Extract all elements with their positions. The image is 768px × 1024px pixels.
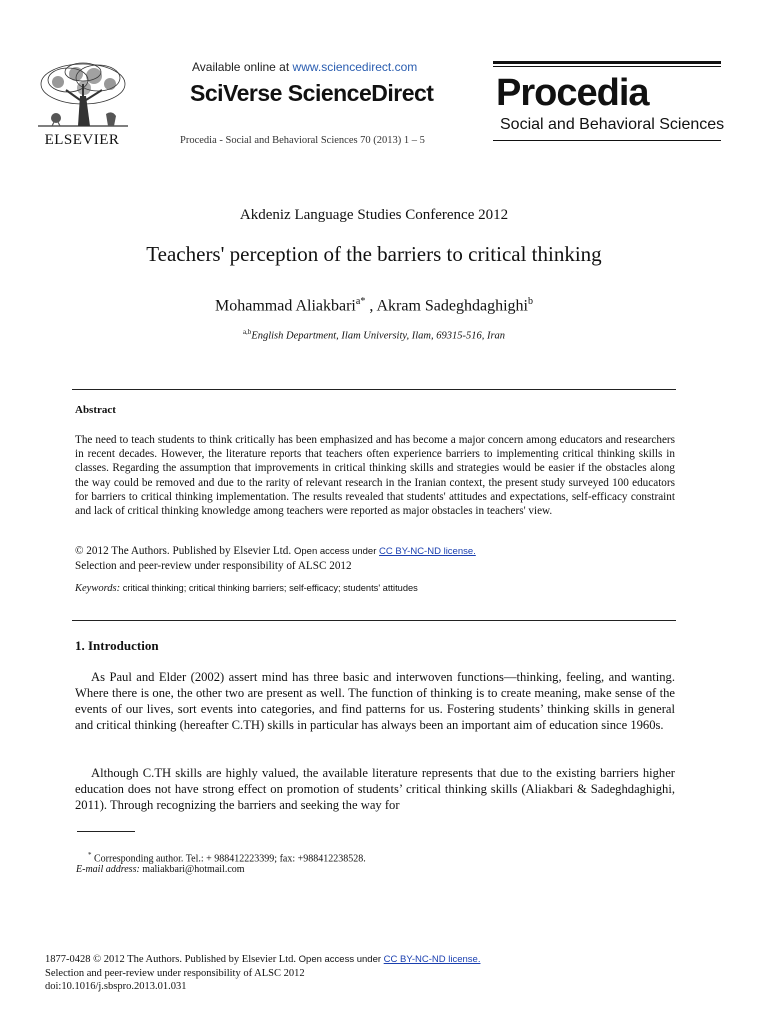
paragraph-text: Although C.TH skills are highly valued, the available literature represents that due to the existing barriers higher education does not have strong effect on promotion of students’ critical thinking skills (Aliakbari & Sadeghdaghighi, 2011). Through recognizing the barriers and seeking the way for bbox=[75, 766, 675, 812]
tree-icon bbox=[28, 60, 138, 132]
paragraph-text: As Paul and Elder (2002) assert mind has three basic and interwoven functions—thinking, feeling, and wanting. Where there is one, the other two are present as well. The function of thinking is to create meaning, make sense of the events of our lives, sort events into categories, and find patterns for us. Fostering students’ thinking skills in general and critical thinking (hereafter C.TH) skills in particular has always been an important aim of education since 1960s. bbox=[75, 670, 675, 732]
author-name: Akram Sadeghdaghighi bbox=[376, 297, 528, 315]
paper-title: Teachers' perception of the barriers to critical thinking bbox=[146, 242, 602, 266]
publisher-name: ELSEVIER bbox=[44, 132, 120, 148]
open-access-label: Open access under bbox=[293, 546, 380, 557]
corresponding-author-footnote bbox=[88, 851, 366, 864]
author-name: Mohammad Aliakbari bbox=[215, 297, 356, 315]
affiliation bbox=[0, 328, 748, 342]
brand-rule-top bbox=[493, 61, 721, 64]
open-access-label: Open access under bbox=[298, 954, 384, 965]
peer-review-text: Selection and peer-review under responsibility of ALSC 2012 bbox=[75, 560, 352, 572]
footnote-text: Corresponding author. Tel.: + 988412223399; fax: +988412238528. bbox=[91, 853, 366, 865]
author-affiliation-mark: b bbox=[527, 296, 533, 307]
available-prefix: Available online at bbox=[192, 60, 293, 74]
author-list: Mohammad Aliakbari$^{a*}$ , Akram Sadeghdaghighi$^b$ bbox=[215, 296, 533, 315]
keywords bbox=[75, 583, 675, 594]
license-link[interactable]: CC BY-NC-ND license. bbox=[379, 546, 476, 557]
footnote-rule bbox=[77, 831, 135, 832]
keywords-label: Keywords: bbox=[75, 583, 121, 594]
peer-review-text: Selection and peer-review under responsibility of ALSC 2012 bbox=[45, 967, 305, 979]
footnote-marker: * bbox=[88, 851, 92, 859]
copyright-notice bbox=[75, 544, 675, 573]
abstract-heading: Abstract bbox=[75, 404, 116, 416]
sciencedirect-url[interactable]: www.sciencedirect.com bbox=[292, 60, 418, 74]
brand-rule-top-thin bbox=[493, 66, 721, 67]
keywords-list: critical thinking; critical thinking barriers; self-efficacy; students' attitudes bbox=[122, 583, 418, 593]
issn-copyright: 1877-0428 © 2012 The Authors. Published by Elsevier Ltd. bbox=[45, 954, 297, 965]
journal-citation: Procedia - Social and Behavioral Sciences 70 (2013) 1 – 5 bbox=[180, 135, 425, 146]
body-paragraph bbox=[75, 669, 675, 733]
copyright-text: © 2012 The Authors. Published by Elsevier Ltd. bbox=[75, 545, 292, 557]
abstract-text: The need to teach students to think critically has been emphasized and has become a major concern among educators and researchers in recent decades. However, the literature reports that teachers often experience barriers to implementing critical thinking skills in classes. Regarding the assumption that improvements in critical thinking skills and strategies would be easier if the obstacles along the way could be removed and due to the rarity of relevant research in the Iranian context, the present study surveyed 100 educators for barriers to critical thinking implementation. The results revealed that students' attitudes and expectations, self-efficacy constraint and lack of critical thinking knowledge among teachers were reported as major obstacles in teachers' view. bbox=[75, 434, 675, 518]
affiliation-text: English Department, Ilam University, Ilam, 69315-516, Iran bbox=[251, 330, 506, 342]
journal-brand-name: Procedia bbox=[496, 72, 649, 114]
license-link[interactable]: CC BY-NC-ND license. bbox=[383, 954, 481, 965]
email-address[interactable]: maliakbari@hotmail.com bbox=[139, 864, 245, 875]
platform-name: SciVerse ScienceDirect bbox=[190, 80, 434, 106]
email-footnote bbox=[76, 864, 245, 875]
affiliation-mark: a,b bbox=[242, 328, 252, 336]
available-online-line bbox=[192, 60, 417, 74]
brand-rule-bottom bbox=[493, 140, 721, 141]
doi[interactable]: doi:10.1016/j.sbspro.2013.01.031 bbox=[45, 981, 187, 992]
author-affiliation-mark: a* bbox=[355, 296, 366, 307]
divider bbox=[72, 389, 676, 390]
conference-name: Akdeniz Language Studies Conference 2012 bbox=[239, 207, 509, 223]
email-label: E-mail address: bbox=[76, 864, 140, 875]
body-paragraph bbox=[75, 765, 675, 813]
journal-brand-subtitle: Social and Behavioral Sciences bbox=[500, 116, 725, 133]
section-heading: 1. Introduction bbox=[75, 638, 159, 653]
divider bbox=[72, 620, 676, 621]
publication-info bbox=[45, 953, 665, 994]
